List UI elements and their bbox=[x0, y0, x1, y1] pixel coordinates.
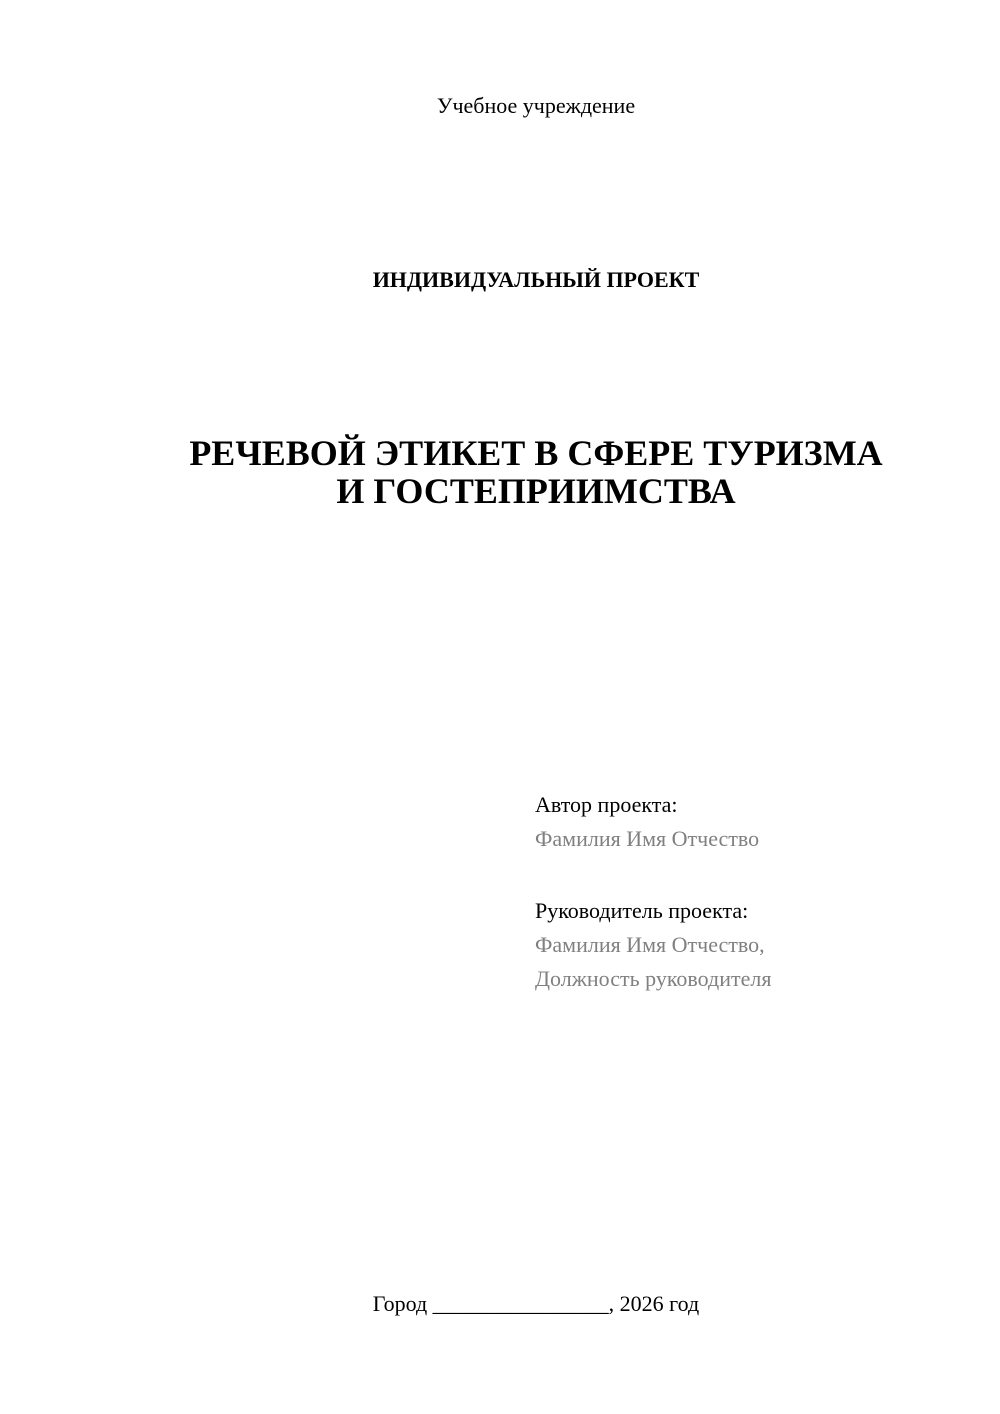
project-title bbox=[0, 434, 1000, 510]
institution-name: Учебное учреждение bbox=[436, 93, 636, 118]
city-year-line: Город ________________, 2026 год bbox=[372, 1291, 700, 1316]
supervisor-position-placeholder: Должность руководителя bbox=[535, 966, 772, 991]
project-credits bbox=[535, 788, 975, 996]
author-name-placeholder: Фамилия Имя Отчество bbox=[535, 826, 760, 851]
supervisor-label: Руководитель проекта: bbox=[535, 898, 749, 923]
credits-spacer bbox=[535, 856, 975, 894]
project-title-line-2: И ГОСТЕПРИИМСТВА bbox=[336, 471, 736, 511]
supervisor-name-placeholder: Фамилия Имя Отчество, bbox=[535, 932, 765, 957]
author-label: Автор проекта: bbox=[535, 792, 678, 817]
project-type-heading: ИНДИВИДУАЛЬНЫЙ ПРОЕКТ bbox=[372, 267, 700, 292]
project-title-line-1: РЕЧЕВОЙ ЭТИКЕТ В СФЕРЕ ТУРИЗМА bbox=[189, 433, 883, 473]
